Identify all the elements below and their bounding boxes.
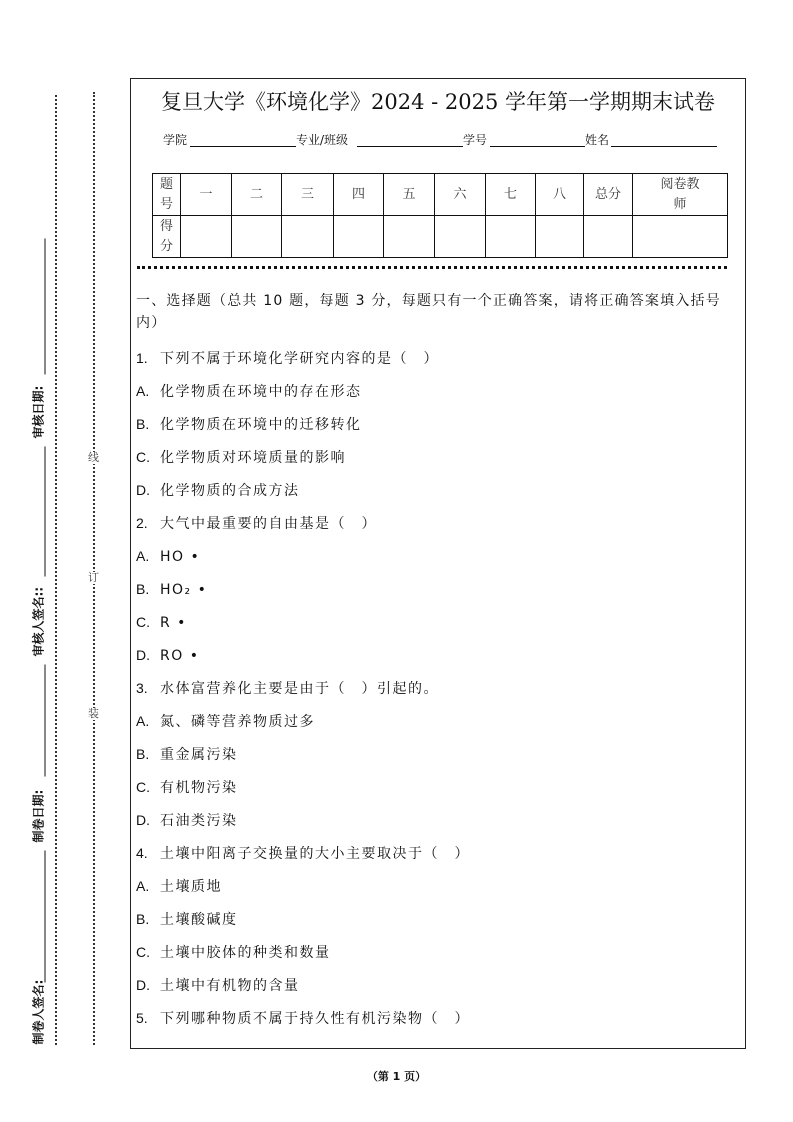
item-text: 化学物质在环境中的迁移转化 — [160, 417, 362, 433]
college-field[interactable] — [190, 146, 296, 147]
answer-option — [136, 639, 744, 672]
binding-mark-xian: 线 — [88, 451, 99, 464]
exam-title: 复旦大学《环境化学》2024 - 2025 学年第一学期期末试卷 — [160, 90, 715, 114]
item-label: 4. — [136, 845, 148, 861]
student-id-field[interactable] — [490, 146, 585, 147]
item-label: C. — [136, 449, 150, 465]
answer-option — [136, 573, 744, 606]
answer-option — [136, 936, 744, 969]
item-text: 化学物质的合成方法 — [160, 483, 300, 499]
col-6: 六 — [435, 174, 486, 216]
review-date-line[interactable] — [45, 239, 46, 375]
question-stem — [136, 837, 744, 870]
preparer-signature-label: 制卷人签名: — [31, 979, 46, 1045]
prepare-date-line[interactable] — [45, 665, 46, 777]
answer-option — [136, 738, 744, 771]
score-cell[interactable] — [232, 216, 282, 258]
question-number-header: 题号 — [153, 174, 181, 216]
question-stem — [136, 672, 744, 705]
col-total: 总分 — [584, 174, 633, 216]
col-3: 三 — [282, 174, 334, 216]
reviewer-signature-line[interactable] — [45, 447, 46, 577]
item-label: D. — [136, 812, 150, 828]
preparer-signature-line[interactable] — [45, 851, 46, 983]
col-2: 二 — [232, 174, 282, 216]
score-table — [152, 173, 728, 258]
score-cell[interactable] — [633, 216, 728, 258]
col-4: 四 — [334, 174, 384, 216]
item-text: 土壤中有机物的含量 — [160, 978, 300, 994]
item-label: B. — [136, 581, 150, 597]
item-text: 化学物质对环境质量的影响 — [160, 450, 346, 466]
item-text: 下列不属于环境化学研究内容的是（ ） — [160, 351, 439, 367]
answer-option — [136, 606, 744, 639]
score-cell[interactable] — [536, 216, 584, 258]
prepare-date-label: 制卷日期: — [31, 789, 46, 843]
score-cell[interactable] — [282, 216, 334, 258]
table-row-header — [153, 174, 728, 216]
col-7: 七 — [486, 174, 536, 216]
binding-mark-ding: 订 — [88, 571, 99, 584]
answer-option — [136, 705, 744, 738]
score-cell[interactable] — [334, 216, 384, 258]
reviewer-signature-label: 审核人签名:: — [31, 586, 46, 657]
item-text: RO • — [160, 648, 200, 664]
item-text: 石油类污染 — [160, 813, 238, 829]
answer-option — [136, 474, 744, 507]
answer-option — [136, 375, 744, 408]
item-text: HO • — [160, 549, 201, 565]
binding-mark-zhuang: 装 — [88, 707, 99, 720]
margin-signature-strip — [29, 100, 49, 1045]
item-text: 大气中最重要的自由基是（ ） — [160, 516, 377, 532]
question-stem — [136, 507, 744, 540]
item-label: A. — [136, 878, 150, 894]
name-label: 姓名 — [585, 133, 610, 147]
answer-option — [136, 903, 744, 936]
review-date-label: 审核日期: — [31, 385, 46, 439]
item-label: D. — [136, 977, 150, 993]
score-cell[interactable] — [486, 216, 536, 258]
binding-line — [93, 92, 95, 1045]
item-label: D. — [136, 482, 150, 498]
item-text: 土壤中胶体的种类和数量 — [160, 945, 331, 961]
item-label: C. — [136, 614, 150, 630]
item-label: B. — [136, 911, 150, 927]
question-stem — [136, 1002, 744, 1035]
score-header: 得分 — [153, 216, 181, 258]
item-label: C. — [136, 779, 150, 795]
answer-option — [136, 408, 744, 441]
item-label: A. — [136, 548, 150, 564]
item-label: B. — [136, 746, 150, 762]
answer-option — [136, 804, 744, 837]
col-grader: 阅卷教师 — [633, 174, 728, 216]
item-label: 1. — [136, 350, 148, 366]
item-label: D. — [136, 647, 150, 663]
table-row-score — [153, 216, 728, 258]
college-label: 学院 — [163, 133, 188, 147]
item-label: A. — [136, 713, 150, 729]
item-label: 3. — [136, 680, 148, 696]
item-text: 土壤质地 — [160, 879, 222, 895]
score-cell[interactable] — [181, 216, 232, 258]
student-id-label: 学号 — [463, 133, 488, 147]
item-text: 土壤酸碱度 — [160, 912, 238, 928]
item-text: 氮、磷等营养物质过多 — [160, 714, 315, 730]
section-divider — [137, 266, 727, 269]
item-text: 下列哪种物质不属于持久性有机污染物（ ） — [160, 1011, 470, 1027]
item-text: 有机物污染 — [160, 780, 238, 796]
answer-option — [136, 771, 744, 804]
score-cell[interactable] — [435, 216, 486, 258]
answer-option — [136, 441, 744, 474]
answer-option — [136, 540, 744, 573]
col-5: 五 — [384, 174, 435, 216]
answer-option — [136, 870, 744, 903]
item-text: 水体富营养化主要是由于（ ）引起的。 — [160, 681, 439, 697]
item-text: HO₂ • — [160, 582, 208, 598]
score-cell[interactable] — [384, 216, 435, 258]
question-content — [136, 290, 744, 1035]
item-label: 5. — [136, 1010, 148, 1026]
item-label: B. — [136, 416, 150, 432]
question-stem — [136, 342, 744, 375]
major-class-label: 专业/班级 — [296, 133, 349, 147]
score-cell[interactable] — [584, 216, 633, 258]
item-text: R • — [160, 615, 187, 631]
name-field[interactable] — [611, 146, 717, 147]
major-class-field[interactable] — [357, 146, 463, 147]
item-text: 化学物质在环境中的存在形态 — [160, 384, 362, 400]
item-text: 土壤中阳离子交换量的大小主要取决于（ ） — [160, 846, 470, 862]
item-text: 重金属污染 — [160, 747, 238, 763]
item-label: 2. — [136, 515, 148, 531]
col-8: 八 — [536, 174, 584, 216]
item-label: A. — [136, 383, 150, 399]
page-number: （第 1 页） — [366, 1070, 427, 1083]
section-header: 一、选择题（总共 10 题，每题 3 分，每题只有一个正确答案，请将正确答案填入括号内） — [136, 293, 721, 331]
cut-line-outer — [55, 95, 57, 1045]
col-1: 一 — [181, 174, 232, 216]
item-label: C. — [136, 944, 150, 960]
answer-option — [136, 969, 744, 1002]
